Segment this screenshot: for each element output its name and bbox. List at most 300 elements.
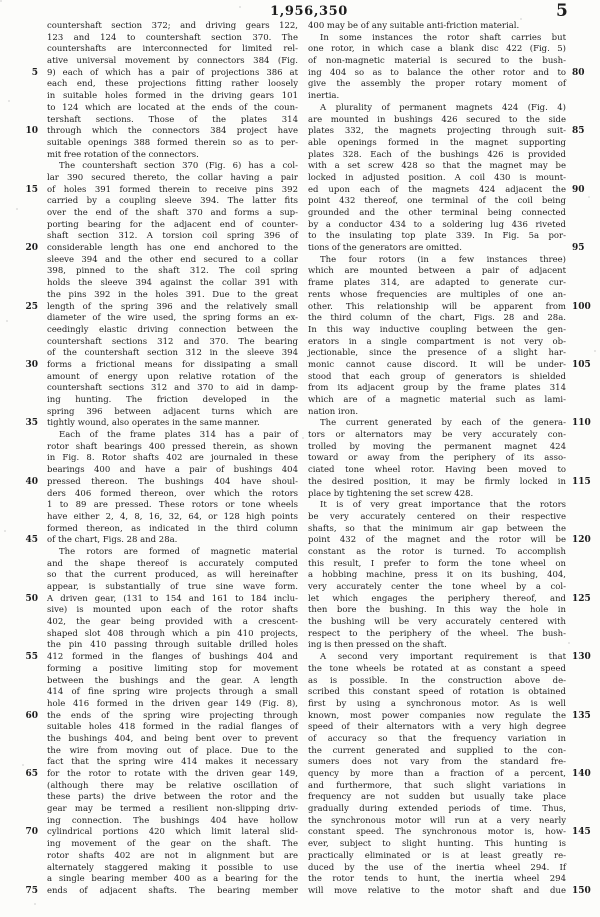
line-number-blank <box>10 722 38 734</box>
line-number-blank <box>10 161 38 173</box>
text-line: with a set screw 428 so that the magnet may be <box>308 161 566 172</box>
text-line: carried by a coupling sleeve 394. The latter fits <box>47 196 298 207</box>
line-number-blank <box>572 138 598 150</box>
line-number-blank <box>572 687 598 699</box>
text-line: sleeve 394 and the other end secured to a collar <box>47 254 298 265</box>
line-number-blank <box>572 348 598 360</box>
text-line: It is of very great importance that the rotors <box>320 500 566 511</box>
text-line: stood that each group of generators is shielded <box>308 371 566 382</box>
line-number-blank <box>10 453 38 465</box>
text-line: erators in a single compartment is not very ob- <box>308 336 566 347</box>
text-line: A driven gear, (131 to 154 and 161 to 184 inclu- <box>47 593 298 604</box>
text-line: each end, these projections fitting rather loosely <box>47 79 298 90</box>
line-number-blank <box>572 278 598 290</box>
line-number-blank <box>10 337 38 349</box>
text-line: to 124 which are located at the ends of the coun- <box>47 102 298 113</box>
line-number-blank <box>10 547 38 559</box>
text-line: 414 of fine spring wire projects through a small <box>47 687 298 698</box>
line-number: 25 <box>25 301 38 312</box>
text-line: spring 396 between adjacent turns which are <box>47 406 298 417</box>
text-line: the rotor tends to hunt, the inertia wheel 294 <box>308 874 566 885</box>
line-number-blank <box>572 115 598 127</box>
text-line: the wire from moving out of place. Due to the <box>47 745 298 756</box>
text-line: the bushing will be very accurately centered with <box>308 617 566 628</box>
text-line: the current generated and supplied to the con- <box>308 745 566 756</box>
text-line: quency by more than a fraction of a percent, <box>308 769 566 779</box>
text-line: the bushings 404, and being bent over to prevent <box>47 733 298 744</box>
text-line: countershaft sections 312 and 370 to aid in damp- <box>47 383 298 394</box>
text-line: other. This relationship will be apparent from <box>308 301 566 312</box>
text-line: first by using a synchronous motor. As is well <box>308 698 566 709</box>
text-line: plates 332, the magnets projecting through suit- <box>308 126 566 137</box>
line-number-blank <box>572 173 598 185</box>
text-line: for the rotor to rotate with the driven gear 149, <box>47 769 298 779</box>
text-line: plates 328. Each of the bushings 426 is provided <box>308 149 566 160</box>
text-line: very accurately center the tone wheel by a col- <box>308 582 566 592</box>
line-number: 85 <box>572 126 585 137</box>
text-line: lar 390 secured thereto, the collar having a pair <box>47 172 298 183</box>
line-number-blank <box>10 290 38 302</box>
line-number: 120 <box>572 535 591 546</box>
text-line: rotor shafts 402 are not in alignment but are <box>47 850 298 861</box>
line-number-blank <box>572 91 598 103</box>
line-number-blank <box>572 255 598 267</box>
line-number-blank <box>572 816 598 828</box>
text-line: duced by the use of the inertia wheel 294. If <box>308 862 566 873</box>
text-line: are mounted in bushings 426 secured to the side <box>308 114 566 125</box>
text-line: frame plates 314, are adapted to generate cur- <box>308 278 566 289</box>
text-line: in suitable holes formed in the driving gears 101 <box>47 91 298 102</box>
text-line: rotor shaft bearings 400 pressed therein, as shown <box>47 441 298 452</box>
line-number-blank <box>10 383 38 395</box>
line-number-blank <box>10 559 38 571</box>
line-number-blank <box>572 617 598 629</box>
line-number-blank <box>572 44 598 56</box>
text-line: ciated tone wheel rotor. Having been moved to <box>308 465 566 476</box>
left-column <box>47 21 298 898</box>
text-line: and furthermore, that such slight variations in <box>308 780 566 791</box>
text-line: appear, is substantially of true sine wave form. <box>47 582 298 592</box>
text-line: nation iron. <box>308 406 359 417</box>
text-line: the synchronous motor will run at a very nearly <box>308 815 566 826</box>
line-number: 5 <box>31 67 38 78</box>
line-number: 145 <box>572 827 591 838</box>
line-number: 125 <box>572 593 591 604</box>
text-line: The current generated by each of the genera- <box>320 418 566 429</box>
line-number-blank <box>10 524 38 536</box>
text-line: through which the connectors 384 project have <box>47 126 298 137</box>
line-number-blank <box>10 56 38 68</box>
text-line: one rotor, in which case a blank disc 422 (Fig. 5) <box>308 44 566 55</box>
text-line: over the end of the shaft 370 and forms a sup- <box>47 208 298 218</box>
line-number: 115 <box>572 476 591 487</box>
line-number-blank <box>10 839 38 851</box>
line-number-blank <box>572 746 598 758</box>
text-line: holds the sleeve 394 against the collar 391 with <box>47 278 298 289</box>
line-number-blank <box>10 255 38 267</box>
text-line: ing connection. The bushings 404 have hollow <box>47 815 298 826</box>
line-number-blank <box>10 395 38 407</box>
line-number-blank <box>10 605 38 617</box>
line-number-blank <box>572 220 598 232</box>
text-line: suitable holes 418 formed in the radial flanges of <box>47 722 298 733</box>
text-line: countershafts are interconnected for limited rel- <box>47 44 298 55</box>
text-line: this result, I prefer to form the tone wheel on <box>308 558 566 569</box>
line-number-blank <box>572 863 598 875</box>
line-number-blank <box>572 290 598 302</box>
text-line: tightly wound, also operates in the same manner. <box>47 418 260 429</box>
text-line: A second very important requirement is that <box>320 652 566 663</box>
line-number: 130 <box>572 652 591 663</box>
text-line: a single bearing member 400 as a bearing for the <box>47 874 298 885</box>
text-line: tershaft sections. Those of the plates 314 <box>47 114 298 125</box>
line-number-blank <box>10 33 38 45</box>
line-number-blank <box>572 699 598 711</box>
line-number-blank <box>10 629 38 641</box>
text-line: jectionable, since the presence of a slight har- <box>308 348 566 359</box>
text-line: grounded and the other terminal being connected <box>308 208 566 218</box>
line-number-blank <box>10 500 38 512</box>
text-line: suitable openings 388 formed therein so as to per- <box>47 137 298 148</box>
line-number-blank <box>572 839 598 851</box>
line-number-blank <box>572 524 598 536</box>
text-line: sumers does not vary from the standard fre- <box>308 757 566 768</box>
text-line: of accuracy so that the frequency variation in <box>308 733 566 744</box>
line-number-blank <box>10 746 38 758</box>
text-line: be very accurately centered on their respective <box>308 511 566 522</box>
line-number-blank <box>10 430 38 442</box>
text-line: the pin 410 passing through suitable drilled holes <box>47 640 298 651</box>
text-line: in Fig. 8. Rotor shafts 402 are journaled in these <box>47 453 298 464</box>
line-number-blank <box>572 196 598 208</box>
text-line: the third column of the chart, Figs. 28 and 28a. <box>308 313 566 324</box>
text-line: In this way inductive coupling between the gen- <box>308 324 566 335</box>
text-line: sive) is mounted upon each of the rotor shafts <box>47 605 298 616</box>
text-line: place by tightening the set screw 428. <box>308 488 474 499</box>
line-number-blank <box>10 325 38 337</box>
line-number: 80 <box>572 67 585 78</box>
line-number-blank <box>572 582 598 594</box>
line-number-blank <box>572 430 598 442</box>
line-number-blank <box>572 874 598 886</box>
text-line: forming a positive limiting stop for movement <box>47 663 298 674</box>
line-number-blank <box>572 407 598 419</box>
line-number-blank <box>10 208 38 220</box>
text-line: ing is then pressed on the shaft. <box>308 640 447 651</box>
text-line: gradually during extended periods of time. Thus, <box>308 804 566 815</box>
line-number-blank <box>572 266 598 278</box>
line-number-blank <box>10 231 38 243</box>
line-number-blank <box>10 442 38 454</box>
text-line: ing hunting. The friction developed in the <box>47 395 298 405</box>
text-line: then bore the bushing. In this way the hole in <box>308 605 566 616</box>
line-number-blank <box>10 664 38 676</box>
text-line: tors or alternators may be very accurately con- <box>308 430 566 441</box>
line-number: 75 <box>25 885 38 896</box>
text-line: A plurality of permanent magnets 424 (Fig. 4) <box>320 102 566 113</box>
line-number-blank <box>572 337 598 349</box>
text-line: 9) each of which has a pair of projections 386 at <box>47 67 298 78</box>
line-number-blank <box>572 512 598 524</box>
line-number: 105 <box>572 359 591 370</box>
text-line: ing 404 so as to balance the other rotor and to <box>308 67 566 78</box>
line-number-blank <box>572 851 598 863</box>
text-line: trolled by moving the permanent magnet 424 <box>308 441 566 452</box>
line-number: 100 <box>572 301 591 312</box>
line-number-blank <box>572 208 598 220</box>
line-number-blank <box>572 395 598 407</box>
text-line: countershaft sections 312 and 370. The bearing <box>47 336 298 347</box>
text-line: practically eliminated or is at least greatly re- <box>308 850 566 861</box>
line-number-blank <box>10 138 38 150</box>
left-line-numbers <box>10 21 38 898</box>
line-number: 70 <box>25 827 38 838</box>
line-number: 30 <box>25 359 38 370</box>
text-line: and the shape thereof is accurately computed <box>47 558 298 569</box>
line-number-blank <box>10 115 38 127</box>
text-line: the tone wheels be rotated at as constant a speed <box>308 663 566 674</box>
line-number-blank <box>10 489 38 501</box>
line-number-blank <box>572 792 598 804</box>
line-number-blank <box>572 664 598 676</box>
text-line: scribed this constant speed of rotation is obtained <box>308 687 566 698</box>
text-line: tions of the generators are omitted. <box>308 243 462 254</box>
text-line: 123 and 124 to countershaft section 370. The <box>47 32 298 43</box>
text-line: shaped slot 408 through which a pin 410 projects, <box>47 628 298 639</box>
text-line: will move relative to the motor shaft and due <box>308 885 566 896</box>
line-number-blank <box>10 582 38 594</box>
line-number: 10 <box>25 126 38 137</box>
text-line: from its adjacent group by the frame plates 314 <box>308 383 566 394</box>
text-line: so that the current produced, as will hereinafter <box>47 570 298 581</box>
text-line: give the assembly the proper rotary moment of <box>308 79 566 90</box>
right-column <box>308 21 566 898</box>
line-number-blank <box>10 757 38 769</box>
text-line: which are mounted between a pair of adjacent <box>308 266 566 277</box>
text-line: point 432 thereof, one terminal of the coil being <box>308 196 566 207</box>
line-number-blank <box>10 278 38 290</box>
line-number-blank <box>10 372 38 384</box>
text-line: formed thereon, as indicated in the third column <box>47 523 298 534</box>
line-number: 60 <box>25 710 38 721</box>
line-number: 40 <box>25 476 38 487</box>
line-number-blank <box>10 863 38 875</box>
line-number-blank <box>572 605 598 617</box>
text-line: of the countershaft section 312 in the sleeve 394 <box>47 348 298 359</box>
text-line: the ends of the spring wire projecting through <box>47 710 298 721</box>
line-number: 140 <box>572 769 591 779</box>
right-line-numbers <box>572 21 598 898</box>
line-number-blank <box>10 792 38 804</box>
line-number: 20 <box>25 243 38 254</box>
line-number-blank <box>572 442 598 454</box>
text-line: the desired position, it may be firmly locked in <box>308 476 566 487</box>
text-line: The four rotors (in a few instances three) <box>320 254 566 265</box>
text-line: considerable length has one end anchored to the <box>47 243 298 254</box>
line-number-blank <box>10 150 38 162</box>
text-line: alternately staggered making it possible to use <box>47 862 298 873</box>
text-line: ends of adjacent shafts. The bearing member <box>47 885 298 896</box>
text-line: constant as the rotor is turned. To accomplish <box>308 546 566 557</box>
line-number-blank <box>10 313 38 325</box>
text-line: (although there may be relative oscillation of <box>47 780 298 791</box>
line-number-blank <box>10 851 38 863</box>
line-number: 55 <box>25 652 38 663</box>
text-line: let which engages the periphery thereof, and <box>308 593 566 604</box>
line-number-blank <box>572 640 598 652</box>
line-number: 50 <box>25 593 38 604</box>
text-line: to the insulating top plate 339. In Fig. 5a por- <box>308 231 566 242</box>
line-number: 90 <box>572 184 585 195</box>
line-number-blank <box>572 489 598 501</box>
text-line: point 432 of the magnet and the rotor will be <box>308 535 566 546</box>
line-number-blank <box>10 781 38 793</box>
line-number-blank <box>10 874 38 886</box>
line-number-blank <box>572 150 598 162</box>
line-number-blank <box>10 91 38 103</box>
line-number: 110 <box>572 418 591 429</box>
line-number-blank <box>10 804 38 816</box>
text-line: these parts) the drive between the rotor and the <box>47 792 298 803</box>
text-line: cylindrical portions 420 which limit lateral slid- <box>47 827 298 838</box>
line-number-blank <box>572 453 598 465</box>
text-line: as is possible. In the construction above de- <box>308 675 566 686</box>
text-line: 1 to 89 are pressed. These rotors or tone wheels <box>47 500 298 511</box>
line-number-blank <box>572 570 598 582</box>
patent-number: 1,956,350 <box>270 4 348 19</box>
line-number-blank <box>10 407 38 419</box>
text-line: 398, pinned to the shaft 312. The coil spring <box>47 266 298 277</box>
text-line: have either 2, 4, 8, 16, 32, 64, or 128 high points <box>47 511 298 522</box>
text-line: able openings formed in the magnet supporting <box>308 137 566 148</box>
text-line: rents whose frequencies are multiples of one an- <box>308 289 566 300</box>
line-number-blank <box>10 640 38 652</box>
text-line: The rotors are formed of magnetic material <box>59 546 298 557</box>
line-number-blank <box>10 348 38 360</box>
line-number-blank <box>572 325 598 337</box>
text-line: which are of a magnetic material such as lami- <box>308 395 566 405</box>
text-line: of holes 391 formed therein to receive pins 392 <box>47 184 298 195</box>
line-number-blank <box>10 687 38 699</box>
text-line: monic cannot cause discord. It will be under- <box>308 359 566 370</box>
text-line: ative universal movement by connectors 384 (Fig. <box>47 56 298 67</box>
line-number-blank <box>10 816 38 828</box>
line-number-blank <box>10 570 38 582</box>
text-line: the pins 392 in the holes 391. Due to the great <box>47 289 298 300</box>
text-line: length of the spring 396 and the relatively small <box>47 301 298 312</box>
line-number-blank <box>572 372 598 384</box>
text-line: ed upon each of the magnets 424 adjacent the <box>308 184 566 195</box>
line-number-blank <box>572 722 598 734</box>
text-line: bearings 400 and have a pair of bushings 404 <box>47 465 298 476</box>
line-number-blank <box>572 734 598 746</box>
text-line: ing movement of the gear on the shaft. The <box>47 839 298 850</box>
line-number-blank <box>10 196 38 208</box>
line-number-blank <box>572 500 598 512</box>
line-number-blank <box>572 781 598 793</box>
text-line: known, most power companies now regulate the <box>308 710 566 721</box>
text-line: shafts, so that the minimum air gap between the <box>308 523 566 534</box>
text-line: ceedingly elastic driving connection between the <box>47 324 298 335</box>
text-line: frequency are not sudden but usually take place <box>308 792 566 803</box>
text-line: In some instances the rotor shaft carries but <box>320 32 566 43</box>
line-number-blank <box>572 33 598 45</box>
text-line: Each of the frame plates 314 has a pair of <box>59 430 298 441</box>
text-line: between the bushings and the gear. A length <box>47 675 298 686</box>
text-line: speed of their alternators with a very high degree <box>308 722 566 733</box>
text-line: countershaft section 372; and driving gears 122, <box>47 21 298 31</box>
text-line: mit free rotation of the connectors. <box>47 149 199 160</box>
text-line: 412 formed in the flanges of bushings 404 and <box>47 652 298 663</box>
line-number-blank <box>572 21 598 33</box>
text-line: shaft section 312. A torsion coil spring 396 of <box>47 231 298 242</box>
line-number-blank <box>10 266 38 278</box>
line-number-blank <box>572 161 598 173</box>
line-number-blank <box>10 21 38 33</box>
line-number-blank <box>10 79 38 91</box>
text-line: inertia. <box>308 91 340 102</box>
line-number-blank <box>572 547 598 559</box>
line-number: 135 <box>572 710 591 721</box>
text-line: 402, the gear being provided with a crescent- <box>47 617 298 628</box>
line-number-blank <box>572 231 598 243</box>
line-number-blank <box>10 512 38 524</box>
text-line: The countershaft section 370 (Fig. 6) has a col- <box>59 161 298 172</box>
text-line: forms a frictional means for dissipating a small <box>47 359 298 370</box>
text-line: amount of energy upon relative rotation of the <box>47 371 298 382</box>
line-number-blank <box>10 465 38 477</box>
line-number: 15 <box>25 184 38 195</box>
line-number-blank <box>572 757 598 769</box>
line-number-blank <box>572 56 598 68</box>
text-line: fact that the spring wire 414 makes it necessary <box>47 757 298 768</box>
text-line: of non-magnetic material is secured to the bush- <box>308 56 566 67</box>
line-number-blank <box>10 44 38 56</box>
text-line: pressed thereon. The bushings 404 have shoul- <box>47 476 298 487</box>
line-number-blank <box>572 383 598 395</box>
line-number-blank <box>10 676 38 688</box>
text-line: respect to the periphery of the wheel. The bush- <box>308 628 566 639</box>
text-line: gear may be termed a resilient non-slipping driv- <box>47 804 298 815</box>
text-line: toward or away from the periphery of its asso- <box>308 453 566 464</box>
line-number-blank <box>10 220 38 232</box>
page-number: 5 <box>556 1 569 21</box>
line-number: 150 <box>572 885 591 896</box>
text-line: hole 416 formed in the driven gear 149 (Fig. 8), <box>47 698 298 709</box>
text-line: of the chart, Figs. 28 and 28a. <box>47 535 178 546</box>
line-number-blank <box>572 313 598 325</box>
line-number-blank <box>10 103 38 115</box>
text-line: ever, subject to slight hunting. This hunting is <box>308 839 566 850</box>
text-line: locked in adjusted position. A coil 430 is mount- <box>308 172 566 183</box>
line-number-blank <box>10 617 38 629</box>
line-number-blank <box>572 676 598 688</box>
line-number: 35 <box>25 418 38 429</box>
line-number: 95 <box>572 243 585 254</box>
line-number-blank <box>10 173 38 185</box>
text-line: 400 may be of any suitable anti-friction material. <box>308 21 520 31</box>
line-number-blank <box>572 804 598 816</box>
line-number-blank <box>572 465 598 477</box>
text-line: a hobbing machine, press it on its bushing, 404, <box>308 570 566 581</box>
text-line: porting bearing for the adjacent end of counter- <box>47 219 298 230</box>
text-line: diameter of the wire used, the spring forms an ex- <box>47 313 298 324</box>
line-number-blank <box>10 734 38 746</box>
line-number-blank <box>572 79 598 91</box>
text-line: ders 406 formed thereon, over which the rotors <box>47 488 298 499</box>
line-number-blank <box>572 559 598 571</box>
line-number: 45 <box>25 535 38 546</box>
